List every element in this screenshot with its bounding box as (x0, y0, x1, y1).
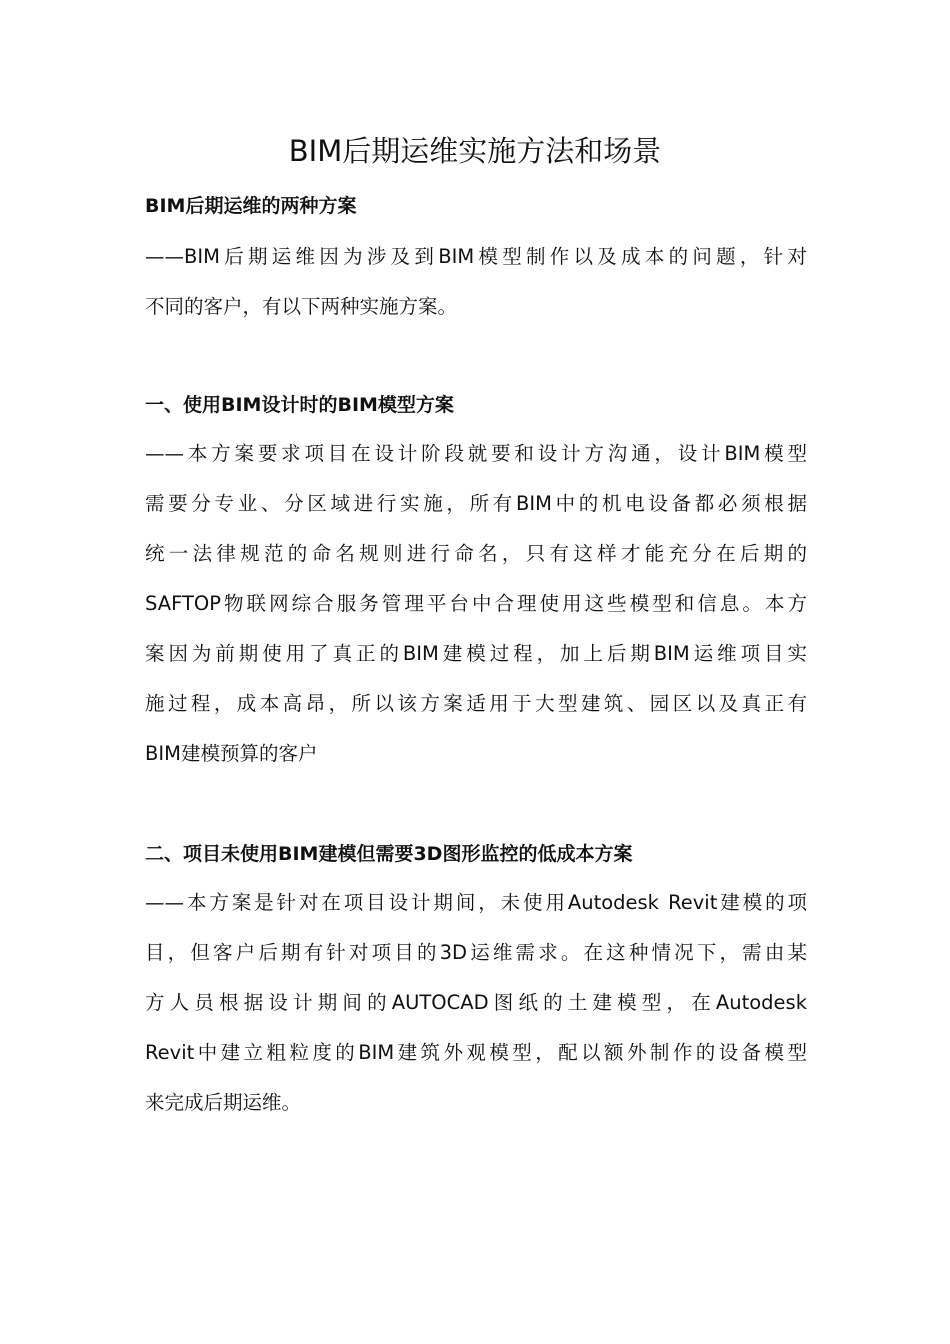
section1-line: 施过程，成本高昂，所以该方案适用于大型建筑、园区以及真正有 (145, 692, 807, 715)
section1-line: SAFTOP物联网综合服务管理平台中合理使用这些模型和信息。本方 (145, 592, 807, 615)
section2-line: 来完成后期运维。 (145, 1091, 302, 1114)
section2-paragraph (145, 878, 807, 1128)
intro-line: 不同的客户，有以下两种实施方案。 (145, 295, 458, 318)
intro-paragraph (145, 232, 807, 332)
section1-line: BIM建模预算的客户 (145, 742, 318, 765)
intro-heading: BIM后期运维的两种方案 (145, 195, 357, 217)
document-title: BIM后期运维实施方法和场景 (288, 134, 662, 168)
section2-line: ——本方案是针对在项目设计期间，未使用Autodesk Revit建模的项 (145, 891, 807, 914)
section2-line: Revit中建立粗粒度的BIM建筑外观模型，配以额外制作的设备模型 (145, 1041, 807, 1064)
section1-line: 案因为前期使用了真正的BIM建模过程，加上后期BIM运维项目实 (145, 642, 807, 665)
section1-line: 需要分专业、分区域进行实施，所有BIM中的机电设备都必须根据 (145, 492, 807, 515)
section2-heading: 二、项目未使用BIM建模但需要3D图形监控的低成本方案 (145, 843, 633, 865)
section1-line: 统一法律规范的命名规则进行命名，只有这样才能充分在后期的 (145, 542, 807, 565)
section1-paragraph (145, 429, 807, 779)
intro-line: ——BIM后期运维因为涉及到BIM模型制作以及成本的问题，针对 (145, 245, 807, 268)
section1-line: ——本方案要求项目在设计阶段就要和设计方沟通，设计BIM模型 (145, 442, 807, 465)
section2-line: 目，但客户后期有针对项目的3D运维需求。在这种情况下，需由某 (145, 941, 807, 964)
section1-heading: 一、使用BIM设计时的BIM模型方案 (145, 394, 454, 416)
section2-line: 方人员根据设计期间的AUTOCAD图纸的土建模型，在Autodesk (145, 991, 807, 1014)
